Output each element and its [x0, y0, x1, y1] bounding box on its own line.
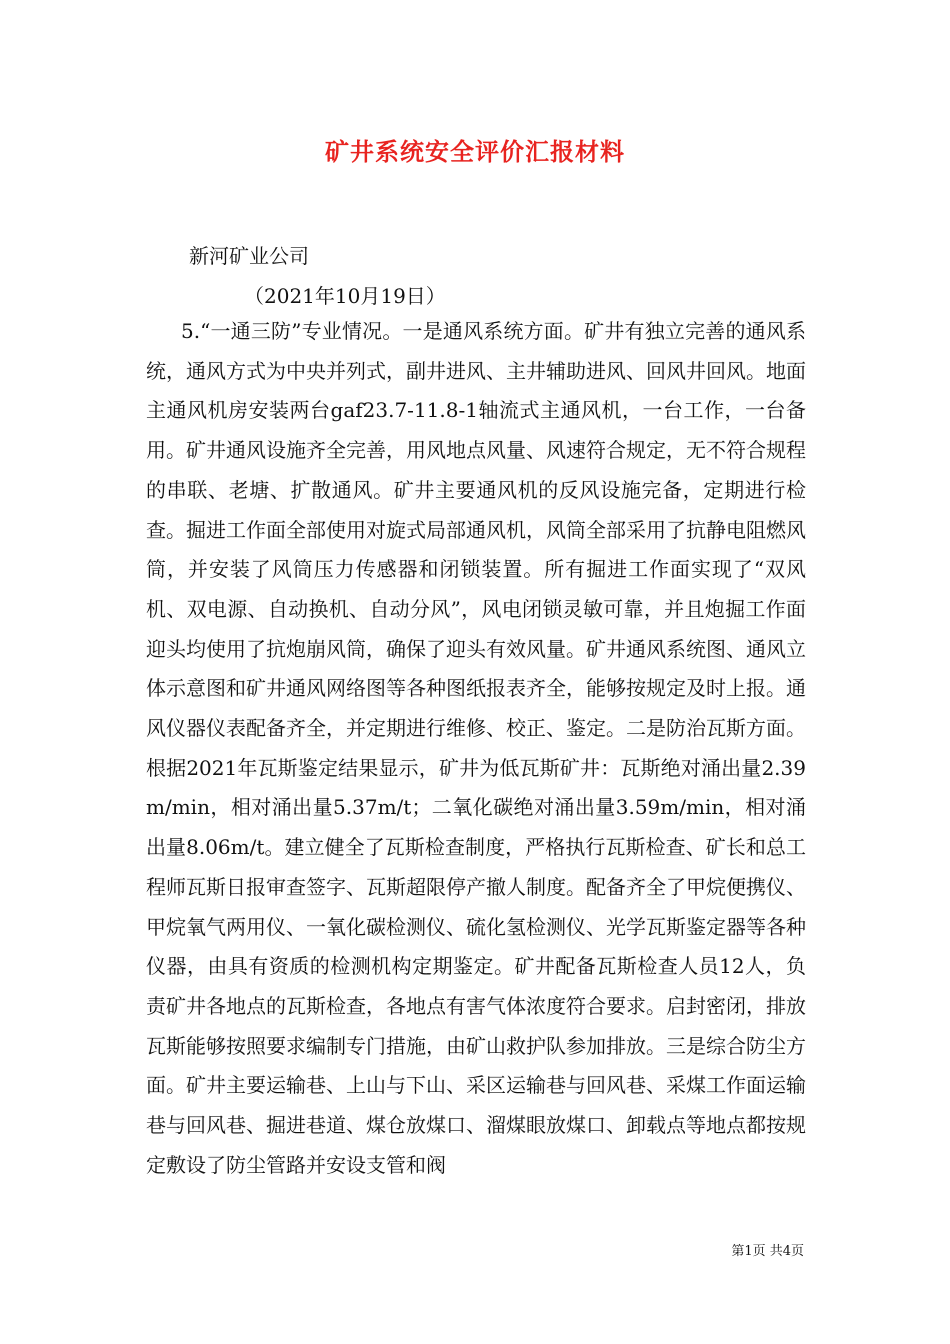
page-footer: 第1页 共4页: [731, 1244, 804, 1259]
report-date: （2021年10月19日）: [244, 284, 446, 308]
body-paragraph: 5.“一通三防”专业情况。一是通风系统方面。矿井有独立完善的通风系统，通风方式为中央并列式，副井进风、主井辅助进风、回风井回风。地面主通风机房安装两台gaf23.7-11.8-1轴流式主通风机，一台工作，一台备用。矿井通风设施齐全完善，用风地点风量、风速符合规定，无不符合规程的串联、老塘、扩散通风。矿井主要通风机的反风设施完备，定期进行检查。掘进工作面全部使用对旋式局部通风机，风筒全部采用了抗静电阻燃风筒，并安装了风筒压力传感器和闭锁装置。所有掘进工作面实现了“双风机、双电源、自动换机、自动分风”，风电闭锁灵敏可靠，并且炮掘工作面迎头均使用了抗炮崩风筒，确保了迎头有效风量。矿井通风系统图、通风立体示意图和矿井通风网络图等各种图纸报表齐全，能够按规定及时上报。通风仪器仪表配备齐全，并定期进行维修、校正、鉴定。二是防治瓦斯方面。根据2021年瓦斯鉴定结果显示，矿井为低瓦斯矿井：瓦斯绝对涌出量2.39m/min，相对涌出量5.37m/t；二氧化碳绝对涌出量3.59m/min，相对涌出量8.06m/t。建立健全了瓦斯检查制度，严格执行瓦斯检查、矿长和总工程师瓦斯日报审查签字、瓦斯超限停产撤人制度。配备齐全了甲烷便携仪、甲烷氧气两用仪、一氧化碳检测仪、硫化氢检测仪、光学瓦斯鉴定器等各种仪器，由具有资质的检测机构定期鉴定。矿井配备瓦斯检查人员12人，负责矿井各地点的瓦斯检查，各地点有害气体浓度符合要求。启封密闭，排放瓦斯能够按照要求编制专门措施，由矿山救护队参加排放。三是综合防尘方面。矿井主要运输巷、上山与下山、采区运输巷与回风巷、采煤工作面运输巷与回风巷、掘进巷道、煤仓放煤口、溜煤眼放煤口、卸载点等地点都按规定敷设了防尘管路并安设支管和阀: [146, 319, 806, 1177]
document-title: 矿井系统安全评价汇报材料: [325, 137, 625, 166]
company-name: 新河矿业公司: [189, 244, 309, 268]
